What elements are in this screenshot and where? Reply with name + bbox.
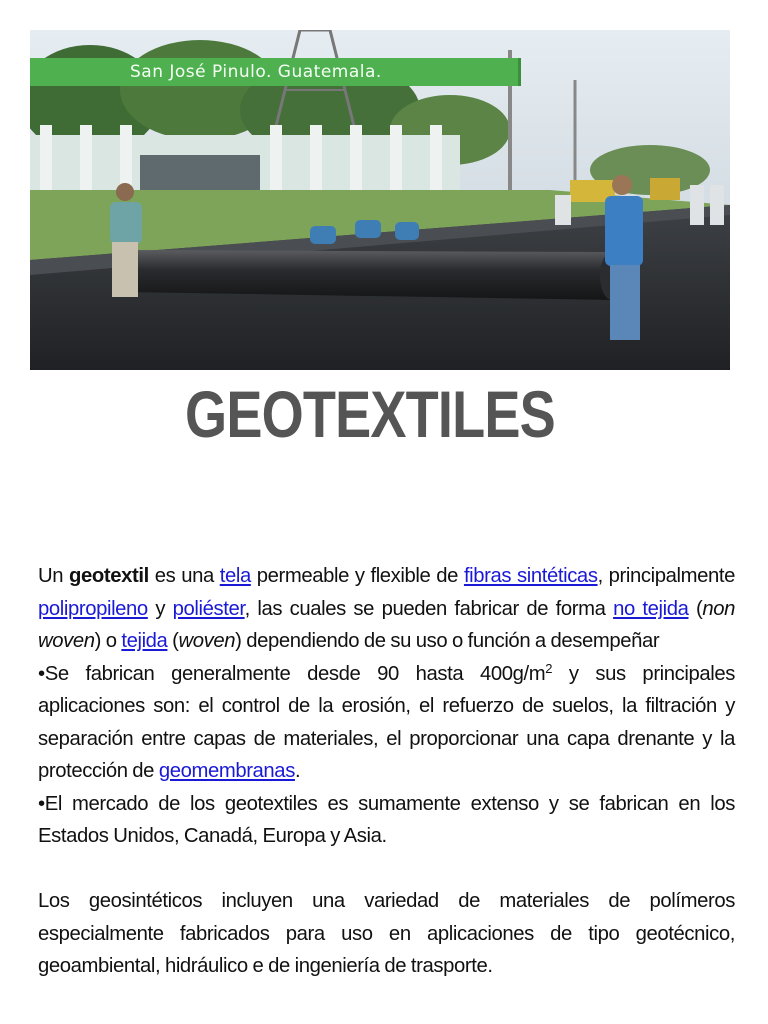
text-segment: y sus principales aplicaciones son: el control de la erosión, el refuerzo de suelos, la filtración y separación entre capas de materiales, el proporcionar una capa drenante y la protección de <box>38 662 735 782</box>
page-title: GEOTEXTILES <box>185 377 555 451</box>
text-segment: Un <box>38 565 70 587</box>
text-segment: , principalmente <box>597 565 735 587</box>
text-segment: . <box>294 760 301 782</box>
text-segment: ) dependiendo de su uso o función a desempeñar <box>235 630 660 652</box>
paragraph-fabrication <box>38 658 735 788</box>
link-tejida[interactable]: tejida <box>121 630 168 652</box>
photo-caption: San José Pinulo. Guatemala. <box>130 62 382 82</box>
text-segment: y <box>147 597 173 620</box>
paragraph-market: •El mercado de los geotextiles es sumamente extenso y se fabrican en los Estados Unidos, Canadá, Europa y Asia. <box>38 792 735 847</box>
worker-right <box>605 175 643 340</box>
paragraph-definition <box>38 560 735 658</box>
italic-non-woven: non woven <box>38 597 735 652</box>
text-segment: ( <box>688 597 703 620</box>
body-text <box>38 560 735 983</box>
link-polipropileno[interactable]: polipropileno <box>38 597 148 620</box>
bold-term-geotextil: geotextil <box>69 565 149 587</box>
link-no-tejida[interactable]: no tejida <box>613 597 689 620</box>
text-segment: permeable y flexible de <box>250 565 464 587</box>
link-tela[interactable]: tela <box>219 565 251 587</box>
paragraph-geosinteticos: Los geosintéticos incluyen una variedad de materiales de polímeros especialmente fabricados para uso en aplicaciones de tipo geotécnico, geoambiental, hidráulico e de ingeniería de trasporte. <box>38 890 735 977</box>
link-geomembranas[interactable]: geomembranas <box>158 760 295 782</box>
paragraph-spacer <box>38 853 735 886</box>
text-segment: ) o <box>94 630 122 652</box>
road-photo <box>30 30 730 370</box>
text-segment: es una <box>148 565 220 587</box>
text-segment: , las cuales se pueden fabricar de forma <box>244 597 614 620</box>
photo-caption-bar <box>30 58 521 86</box>
text-segment: •Se fabrican generalmente desde 90 hasta 400g/m <box>38 662 546 685</box>
link-fibras-sinteticas[interactable]: fibras sintéticas <box>463 565 598 587</box>
link-poliester[interactable]: poliéster <box>172 597 245 620</box>
text-segment: ( <box>167 630 179 652</box>
italic-woven: woven <box>178 630 236 652</box>
superscript-2: 2 <box>545 660 553 676</box>
